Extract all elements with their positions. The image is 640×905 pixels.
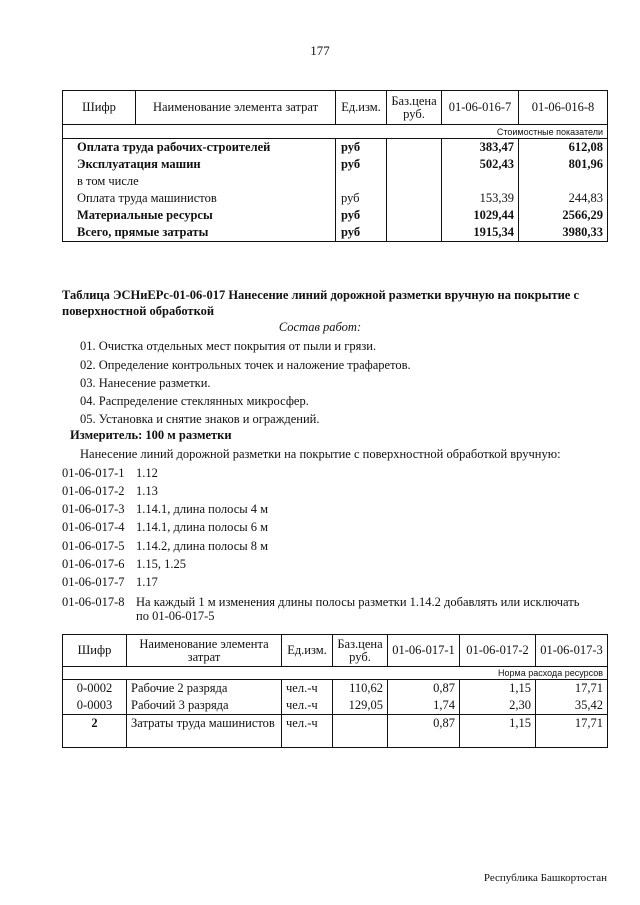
header-unit: Ед.изм. — [336, 91, 387, 125]
row-name: Оплата труда машинистов — [63, 190, 336, 207]
table-row — [63, 715, 608, 748]
table-header-row — [63, 91, 608, 125]
row-name: Оплата труда рабочих-строителей — [63, 139, 336, 157]
row-value-2 — [519, 173, 608, 190]
table-row — [63, 680, 608, 698]
row-unit: чел.-ч — [282, 680, 333, 698]
row-price — [387, 156, 442, 173]
row-value-3: 17,71 — [536, 680, 608, 698]
row-unit — [336, 173, 387, 190]
row-value-2: 1,15 — [460, 715, 536, 748]
row-price: 110,62 — [333, 680, 388, 698]
header-name: Наименование элемента затрат — [136, 91, 336, 125]
resource-table — [62, 634, 608, 748]
row-unit: руб — [336, 156, 387, 173]
header-col-1: 01-06-017-1 — [388, 635, 460, 667]
work-item: 03. Нанесение разметки. — [80, 376, 211, 390]
row-value-1: 153,39 — [442, 190, 519, 207]
table-row — [63, 207, 608, 224]
header-col-2: 01-06-017-2 — [460, 635, 536, 667]
row-name: Рабочий 3 разряда — [127, 697, 282, 715]
row-code: 0-0003 — [63, 697, 127, 715]
header-col-1: 01-06-016-7 — [442, 91, 519, 125]
row-unit: чел.-ч — [282, 715, 333, 748]
section-label: Стоимостные показатели — [63, 125, 608, 139]
row-value-2: 1,15 — [460, 680, 536, 698]
code-description: 1.14.1, длина полосы 6 м — [136, 520, 269, 534]
header-code: Шифр — [63, 91, 136, 125]
page-number: 177 — [310, 43, 330, 58]
code-label: 01-06-017-2 — [62, 484, 125, 498]
section-row — [63, 667, 608, 680]
table-row — [63, 173, 608, 190]
row-unit: руб — [336, 190, 387, 207]
row-price — [333, 715, 388, 748]
table-row — [63, 139, 608, 157]
row-value-1: 0,87 — [388, 680, 460, 698]
row-name: Рабочие 2 разряда — [127, 680, 282, 698]
code-label: 01-06-017-1 — [62, 466, 125, 480]
row-value-1: 0,87 — [388, 715, 460, 748]
header-col-2: 01-06-016-8 — [519, 91, 608, 125]
code-description: 1.14.1, длина полосы 4 м — [136, 502, 269, 516]
row-code: 0-0002 — [63, 680, 127, 698]
header-price: Баз.цена руб. — [333, 635, 388, 667]
code-description: 1.13 — [136, 484, 158, 498]
row-value-1: 1,74 — [388, 697, 460, 715]
row-name: Материальные ресурсы — [63, 207, 336, 224]
table-row — [63, 697, 608, 715]
composition-heading: Состав работ: — [278, 320, 362, 334]
measurement-unit: Измеритель: 100 м разметки — [70, 428, 232, 442]
row-value-2: 2,30 — [460, 697, 536, 715]
work-item: 01. Очистка отдельных мест покрытия от пыли и грязи. — [80, 339, 377, 353]
row-value-1 — [442, 173, 519, 190]
row-value-2: 801,96 — [519, 156, 608, 173]
section-row — [63, 125, 608, 139]
row-value-3: 17,71 — [536, 715, 608, 748]
cost-table — [62, 90, 608, 242]
code-label: 01-06-017-5 — [62, 539, 125, 553]
row-price — [387, 139, 442, 157]
work-item: 02. Определение контрольных точек и наложение трафаретов. — [80, 358, 411, 372]
row-unit: руб — [336, 139, 387, 157]
row-price: 129,05 — [333, 697, 388, 715]
table-row — [63, 156, 608, 173]
header-name: Наименование элемента затрат — [127, 635, 282, 667]
row-value-1: 1915,34 — [442, 224, 519, 242]
code-label: 01-06-017-7 — [62, 575, 125, 589]
row-value-1: 383,47 — [442, 139, 519, 157]
table-row — [63, 190, 608, 207]
row-value-2: 2566,29 — [519, 207, 608, 224]
header-unit: Ед.изм. — [282, 635, 333, 667]
row-value-2: 612,08 — [519, 139, 608, 157]
code-description: На каждый 1 м изменения длины полосы разметки 1.14.2 добавлять или исключать — [136, 595, 580, 609]
intro-text: Нанесение линий дорожной разметки на покрытие с поверхностной обработкой вручную: — [80, 447, 561, 461]
work-item: 05. Установка и снятие знаков и ограждений. — [80, 412, 320, 426]
row-value-3: 35,42 — [536, 697, 608, 715]
header-code: Шифр — [63, 635, 127, 667]
row-price — [387, 190, 442, 207]
row-value-1: 1029,44 — [442, 207, 519, 224]
row-unit: руб — [336, 224, 387, 242]
row-name: Затраты труда машинистов — [127, 715, 282, 748]
row-name: Эксплуатация машин — [63, 156, 336, 173]
footer-region: Республика Башкортостан — [483, 872, 607, 884]
row-unit: руб — [336, 207, 387, 224]
table-title: Таблица ЭСНиЕРс-01-06-017 Нанесение линий дорожной разметки вручную на покрытие с поверхностной обработкой — [62, 288, 580, 318]
code-label: 01-06-017-3 — [62, 502, 125, 516]
code-label: 01-06-017-4 — [62, 520, 125, 534]
code-label: 01-06-017-6 — [62, 557, 125, 571]
row-code: 2 — [63, 715, 127, 748]
section-label: Норма расхода ресурсов — [63, 667, 608, 680]
row-price — [387, 224, 442, 242]
row-price — [387, 207, 442, 224]
code-description: 1.12 — [136, 466, 158, 480]
row-price — [387, 173, 442, 190]
header-col-3: 01-06-017-3 — [536, 635, 608, 667]
row-value-1: 502,43 — [442, 156, 519, 173]
row-name: в том числе — [63, 173, 336, 190]
table-header-row — [63, 635, 608, 667]
code-description-continued: по 01-06-017-5 — [136, 609, 215, 623]
table-row — [63, 224, 608, 242]
row-unit: чел.-ч — [282, 697, 333, 715]
row-name: Всего, прямые затраты — [63, 224, 336, 242]
code-description: 1.17 — [136, 575, 158, 589]
row-value-2: 244,83 — [519, 190, 608, 207]
code-description: 1.14.2, длина полосы 8 м — [136, 539, 269, 553]
row-value-2: 3980,33 — [519, 224, 608, 242]
work-item: 04. Распределение стеклянных микросфер. — [80, 394, 309, 408]
header-price: Баз.цена руб. — [387, 91, 442, 125]
code-description: 1.15, 1.25 — [136, 557, 186, 571]
code-label: 01-06-017-8 — [62, 595, 125, 609]
